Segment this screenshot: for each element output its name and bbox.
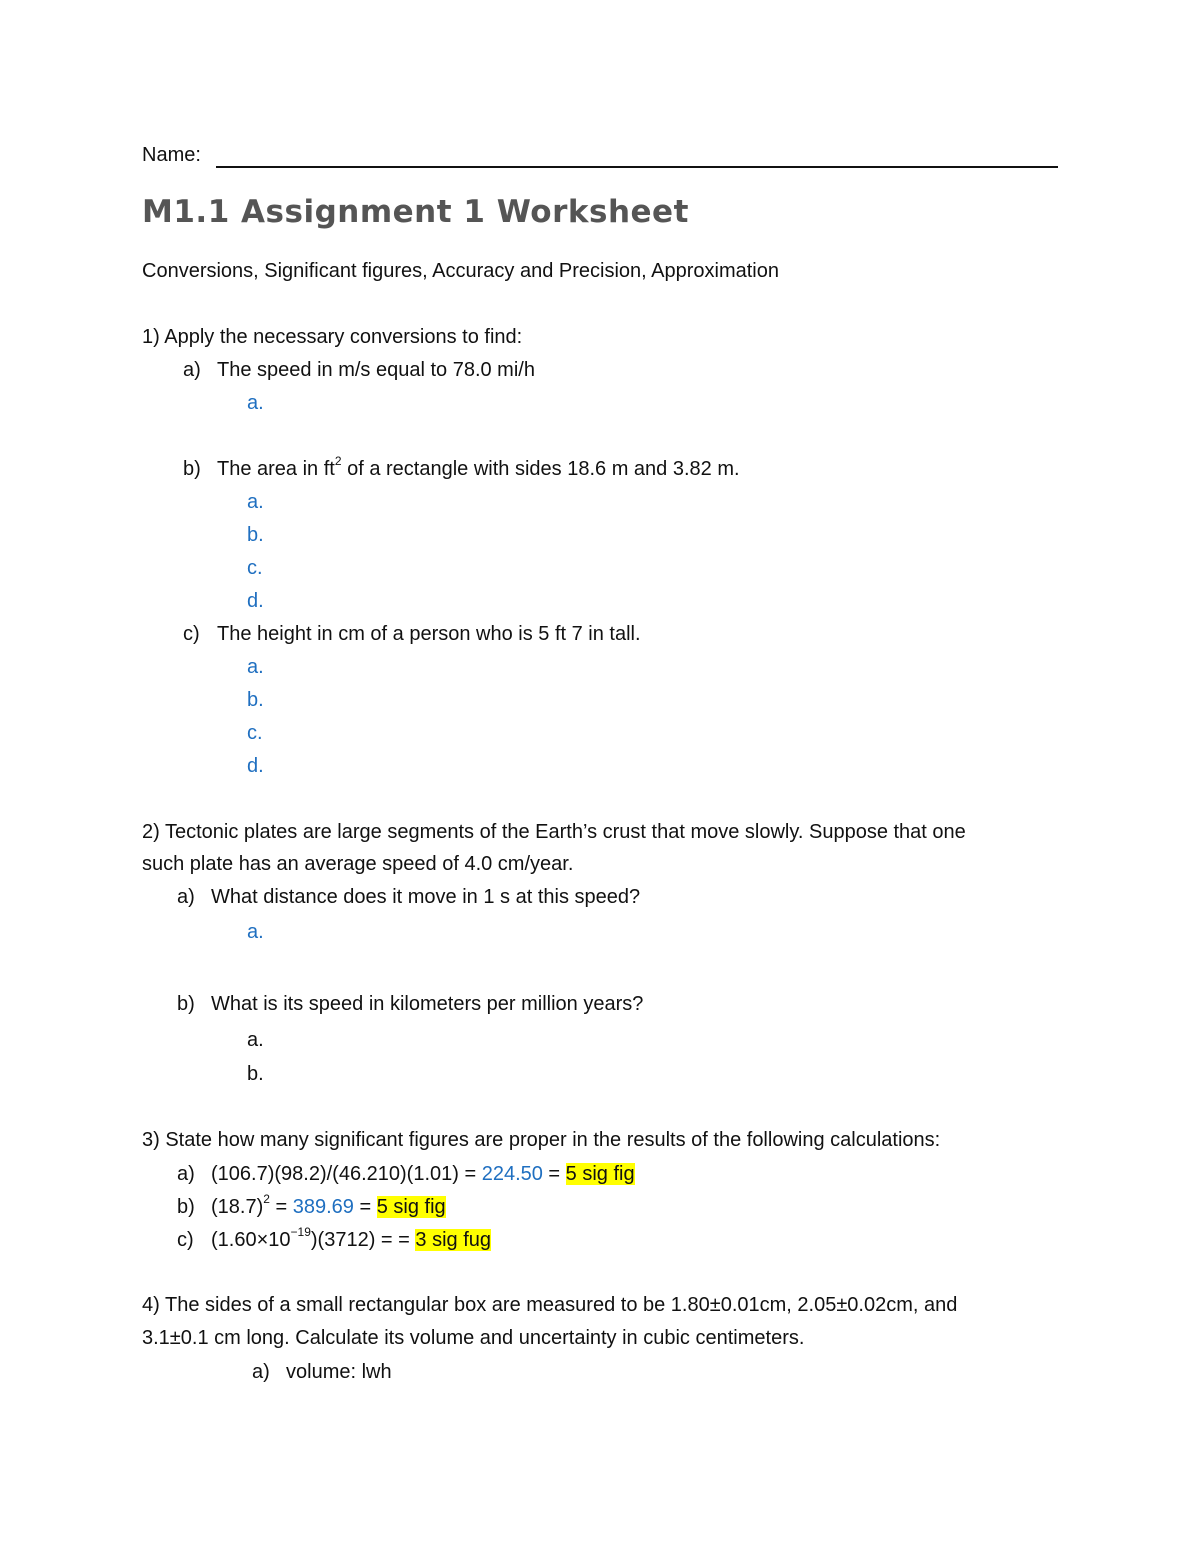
q3b-label: b) <box>177 1196 195 1218</box>
q1c-answer-d: d. <box>247 755 264 777</box>
q3c-label: c) <box>177 1229 194 1251</box>
q3b-answer: 5 sig fig <box>376 1196 446 1218</box>
q1c-text: The height in cm of a person who is 5 ft 7 in tall. <box>217 623 641 645</box>
q3c-expression-pre: (1.60×10 <box>211 1229 291 1251</box>
q3b-expression-post: = <box>269 1196 293 1218</box>
q2-prompt-line1: 2) Tectonic plates are large segments of the Earth’s crust that move slowly. Suppose that one <box>142 821 966 843</box>
q4a-item <box>252 1360 392 1384</box>
q1b-answer-c: c. <box>247 557 263 579</box>
q4a-text: volume: lwh <box>286 1361 392 1383</box>
q3a-item <box>177 1162 635 1186</box>
q3a-result: 224.50 <box>481 1163 543 1185</box>
q2b-answer-a: a. <box>247 1029 264 1051</box>
q1c-answer-b: b. <box>247 689 264 711</box>
q2b-label: b) <box>177 993 195 1015</box>
q2b-item <box>177 992 643 1016</box>
page-title: M1.1 Assignment 1 Worksheet <box>142 194 689 230</box>
q1b-text-post: of a rectangle with sides 18.6 m and 3.82 m. <box>341 458 740 480</box>
q3a-label: a) <box>177 1163 195 1185</box>
q3c-expression-post: )(3712) = = <box>310 1229 416 1251</box>
q1c-answer-a: a. <box>247 656 264 678</box>
q3a-answer: 5 sig fig <box>565 1163 635 1185</box>
name-field-line <box>216 166 1058 168</box>
q2b-text: What is its speed in kilometers per million years? <box>211 993 644 1015</box>
q2a-answer-a: a. <box>247 921 264 943</box>
q1b-answer-d: d. <box>247 590 264 612</box>
q3a-equals: = <box>542 1163 566 1185</box>
q1b-answer-b: b. <box>247 524 264 546</box>
q1b-label: b) <box>183 458 201 480</box>
q2b-answer-b: b. <box>247 1063 264 1085</box>
q3c-item <box>177 1225 491 1252</box>
page-subtitle: Conversions, Significant figures, Accuracy and Precision, Approximation <box>142 260 779 282</box>
q2a-label: a) <box>177 886 195 908</box>
q4a-label: a) <box>252 1361 270 1383</box>
q3b-item <box>177 1192 446 1219</box>
q1a-answer-a: a. <box>247 392 264 414</box>
q3c-answer: 3 sig fug <box>415 1229 491 1251</box>
q3-prompt: 3) State how many significant figures are proper in the results of the following calculations: <box>142 1129 941 1151</box>
q3b-result: 389.69 <box>292 1196 354 1218</box>
name-label: Name: <box>142 144 201 166</box>
q4-prompt-line1: 4) The sides of a small rectangular box are measured to be 1.80±0.01cm, 2.05±0.02cm, and <box>142 1294 958 1316</box>
q1a-text: The speed in m/s equal to 78.0 mi/h <box>217 359 535 381</box>
q1-prompt: 1) Apply the necessary conversions to find: <box>142 326 523 348</box>
q3c-expression-sup: −19 <box>290 1225 311 1240</box>
q3b-expression-sup: 2 <box>263 1192 270 1207</box>
q2a-text: What distance does it move in 1 s at this speed? <box>211 886 641 908</box>
q3b-equals: = <box>353 1196 377 1218</box>
q1a-item <box>183 358 535 382</box>
q2-prompt-line2: such plate has an average speed of 4.0 cm/year. <box>142 853 574 875</box>
q1b-text-pre: The area in ft <box>217 458 335 480</box>
q1c-answer-c: c. <box>247 722 263 744</box>
q1b-item <box>183 454 740 481</box>
q3a-expression: (106.7)(98.2)/(46.210)(1.01) = <box>211 1163 482 1185</box>
q1a-label: a) <box>183 359 201 381</box>
q4-prompt-line2: 3.1±0.1 cm long. Calculate its volume and uncertainty in cubic centimeters. <box>142 1327 805 1349</box>
q1c-label: c) <box>183 623 200 645</box>
q1b-text-sup: 2 <box>334 454 342 469</box>
q1c-item <box>183 622 641 646</box>
q1b-answer-a: a. <box>247 491 264 513</box>
q3b-expression-pre: (18.7) <box>211 1196 264 1218</box>
q2a-item <box>177 885 640 909</box>
